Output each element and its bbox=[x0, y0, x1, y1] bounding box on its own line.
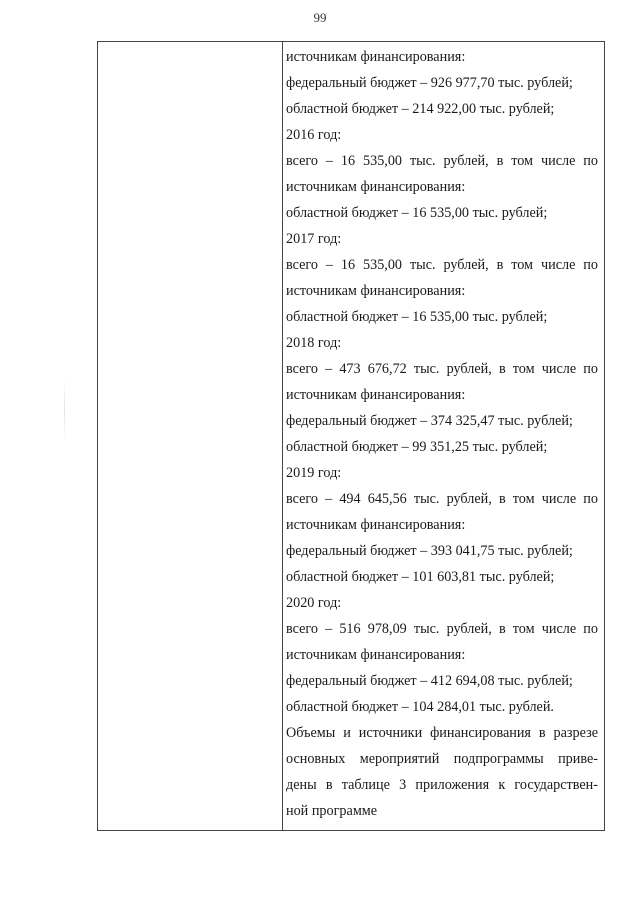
funding-text-line: областной бюджет – 101 603,81 тыс. рублей; bbox=[286, 569, 555, 585]
funding-text-line: федеральный бюджет – 926 977,70 тыс. рублей; bbox=[286, 75, 573, 91]
funding-text-line: источникам финансирования: bbox=[286, 179, 466, 195]
funding-text-line: всего – 516 978,09 тыс. рублей, в том числе по bbox=[286, 621, 598, 637]
funding-text-line: всего – 494 645,56 тыс. рублей, в том числе по bbox=[286, 491, 598, 507]
column-divider bbox=[282, 42, 283, 830]
funding-text-line: федеральный бюджет – 393 041,75 тыс. рублей; bbox=[286, 543, 573, 559]
page-number: 99 bbox=[313, 10, 327, 25]
table-left-cell bbox=[98, 42, 282, 830]
funding-text-line: дены в таблице 3 приложения к государствен- bbox=[286, 777, 598, 793]
funding-text-line: Объемы и источники финансирования в разрезе bbox=[286, 725, 598, 741]
funding-text-line: основных мероприятий подпрограммы приве- bbox=[286, 751, 598, 767]
funding-text-line: всего – 473 676,72 тыс. рублей, в том числе по bbox=[286, 361, 598, 377]
scan-artifact bbox=[64, 380, 65, 440]
funding-table bbox=[97, 41, 605, 831]
funding-text-line: 2020 год: bbox=[286, 595, 342, 611]
funding-text-line: областной бюджет – 16 535,00 тыс. рублей; bbox=[286, 205, 548, 221]
table-right-cell bbox=[286, 44, 598, 824]
funding-text-line: областной бюджет – 99 351,25 тыс. рублей; bbox=[286, 439, 548, 455]
funding-text-line: 2018 год: bbox=[286, 335, 342, 351]
funding-text-line: 2017 год: bbox=[286, 231, 342, 247]
funding-text-line: областной бюджет – 16 535,00 тыс. рублей; bbox=[286, 309, 548, 325]
funding-text-line: источникам финансирования: bbox=[286, 49, 466, 65]
funding-text-line: федеральный бюджет – 412 694,08 тыс. рублей; bbox=[286, 673, 573, 689]
funding-text-line: всего – 16 535,00 тыс. рублей, в том числе по bbox=[286, 153, 598, 169]
funding-text-line: областной бюджет – 214 922,00 тыс. рублей; bbox=[286, 101, 555, 117]
funding-text-line: федеральный бюджет – 374 325,47 тыс. рублей; bbox=[286, 413, 573, 429]
funding-text-line: 2016 год: bbox=[286, 127, 342, 143]
funding-text-line: всего – 16 535,00 тыс. рублей, в том числе по bbox=[286, 257, 598, 273]
funding-text-line: 2019 год: bbox=[286, 465, 342, 481]
funding-text-line: источникам финансирования: bbox=[286, 517, 466, 533]
funding-text-line: источникам финансирования: bbox=[286, 283, 466, 299]
funding-text-line: источникам финансирования: bbox=[286, 387, 466, 403]
funding-text-line: областной бюджет – 104 284,01 тыс. рублей. bbox=[286, 699, 554, 715]
funding-text-line: ной программе bbox=[286, 803, 378, 819]
funding-text-line: источникам финансирования: bbox=[286, 647, 466, 663]
